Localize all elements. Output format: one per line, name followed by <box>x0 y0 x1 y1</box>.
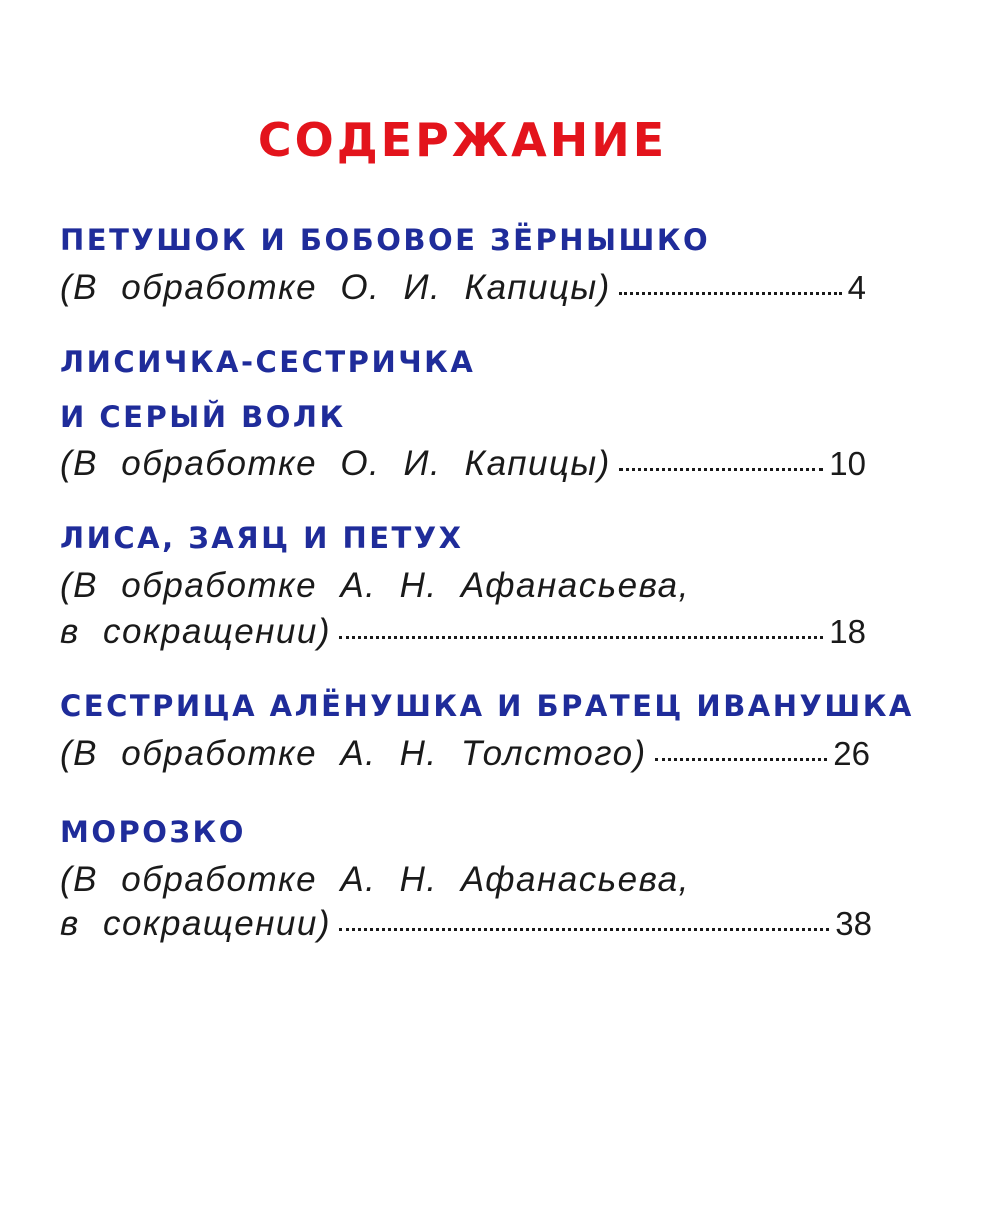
toc-entry-5-note-line-1: (В обработке А. Н. Афанасьева, <box>60 860 690 899</box>
toc-entry-3-note-line-1: (В обработке А. Н. Афанасьева, <box>60 566 690 605</box>
toc-entry-5-note: в сокращении) <box>60 904 332 943</box>
toc-entry-2-title-line-1: ЛИСИЧКА-СЕСТРИЧКА <box>60 345 476 379</box>
toc-entry-4-note: (В обработке А. Н. Толстого) <box>60 734 647 773</box>
toc-entry-3-title: ЛИСА, ЗАЯЦ И ПЕТУХ <box>60 521 464 555</box>
page-title: СОДЕРЖАНИЕ <box>257 113 668 167</box>
toc-entry-2-line[interactable] <box>60 442 866 486</box>
toc-entry-4-page-number: 26 <box>833 735 870 772</box>
toc-entry-1-note: (В обработке О. И. Капицы) <box>60 268 611 307</box>
toc-entry-2-note: (В обработке О. И. Капицы) <box>60 444 611 483</box>
toc-entry-4-title: СЕСТРИЦА АЛЁНУШКА И БРАТЕЦ ИВАНУШКА <box>60 689 914 723</box>
dot-leader <box>339 928 829 931</box>
dot-leader <box>619 468 823 471</box>
toc-entry-3-line[interactable] <box>60 610 866 654</box>
dot-leader <box>619 292 842 295</box>
toc-entry-3-page-number: 18 <box>829 613 866 650</box>
dot-leader <box>655 758 828 761</box>
toc-entry-2-page-number: 10 <box>829 445 866 482</box>
toc-entry-4-line[interactable] <box>60 732 870 776</box>
toc-entry-5-page-number: 38 <box>835 905 872 942</box>
dot-leader <box>339 636 823 639</box>
toc-entry-1-page-number: 4 <box>847 269 866 306</box>
toc-entry-2-title-line-2: И СЕРЫЙ ВОЛК <box>60 400 346 434</box>
toc-entry-1-title: ПЕТУШОК И БОБОВОЕ ЗЁРНЫШКО <box>60 223 711 257</box>
toc-entry-3-note: в сокращении) <box>60 612 332 651</box>
toc-entry-1-line[interactable] <box>60 266 866 310</box>
toc-entry-5-title: МОРОЗКО <box>60 815 246 849</box>
toc-entry-5-line[interactable] <box>60 902 872 946</box>
